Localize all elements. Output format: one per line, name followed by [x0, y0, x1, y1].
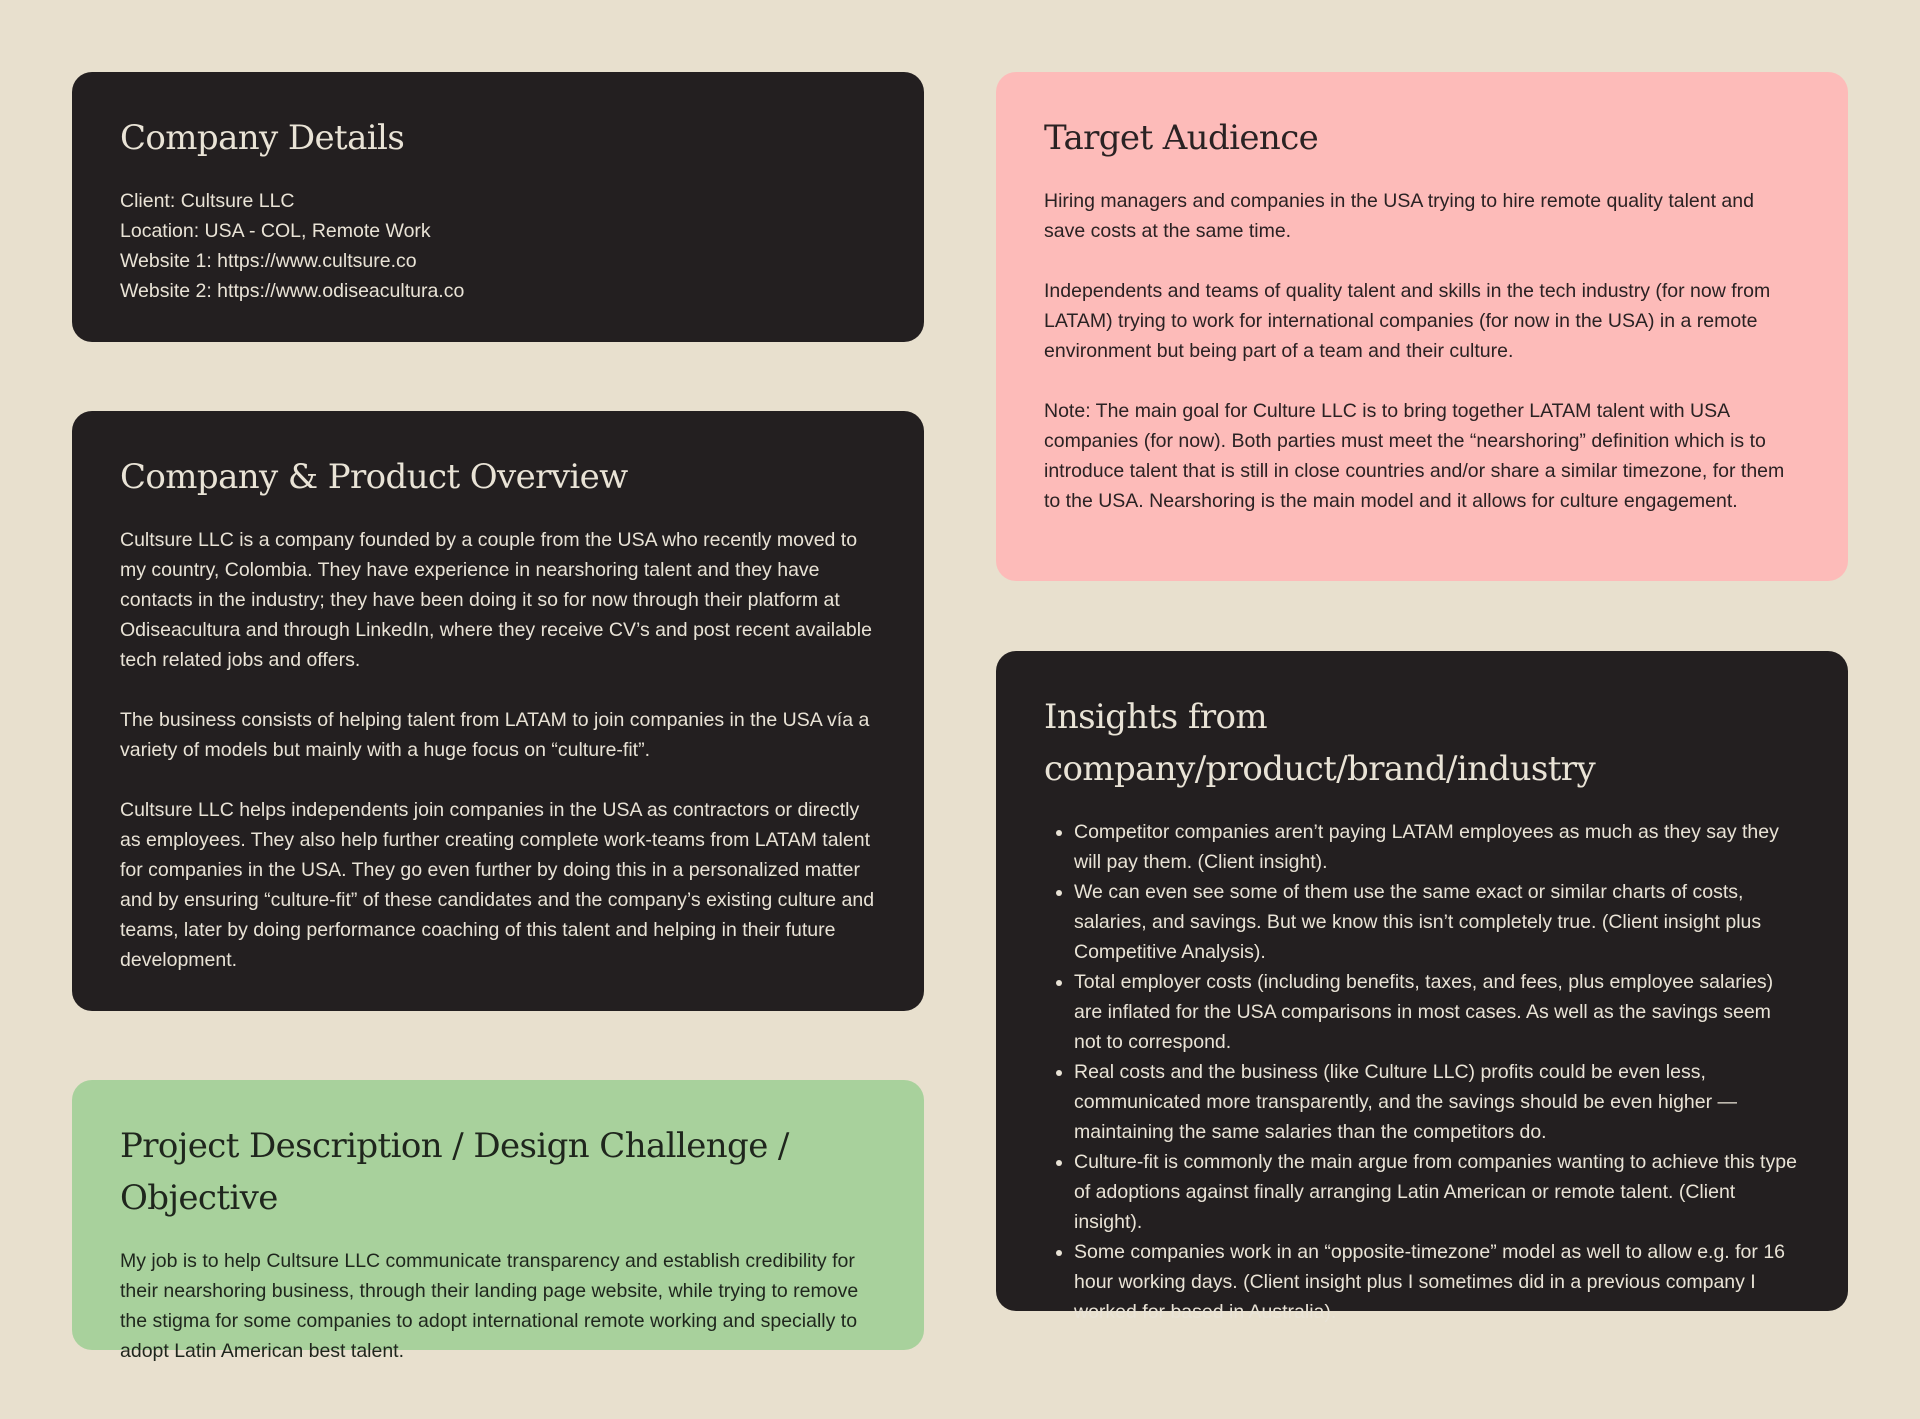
insight-item: • Total employer costs (including benefits, taxes, and fees, plus employee salaries) are inflated for the USA comparisons in most cases. As well as the savings seem not to correspond. — [1074, 967, 1800, 1057]
insight-item: • Some companies work in an “opposite-timezone” model as well to allow e.g. for 16 hour working days. (Client insight plus I sometimes did in a previous company I worked for based in Australia). — [1074, 1237, 1800, 1327]
website-1-line: Website 1: https://www.cultsure.co — [120, 250, 417, 272]
insights-title: Insights from company/product/brand/industry — [1044, 697, 1596, 789]
overview-paragraph: Cultsure LLC is a company founded by a couple from the USA who recently moved to my country, Colombia. They have experience in nearshoring talent and they have contacts in the industry; they have been doing it so for now through their platform at Odiseacultura and through LinkedIn, where they receive CV’s and post recent available tech related jobs and offers. — [120, 529, 872, 671]
project-title: Project Description / Design Challenge / Objective — [120, 1126, 789, 1218]
overview-paragraph: Cultsure LLC helps independents join companies in the USA as contractors or directly as employees. They also help further creating complete work-teams from LATAM talent for companies in the USA. They go even further by doing this in a personalized matter and by ensuring “culture-fit” of these candidates and the company’s existing culture and teams, later by doing performance coaching of this talent and helping in their future development. — [120, 799, 875, 971]
audience-paragraph: Independents and teams of quality talent and skills in the tech industry (for now from LATAM) trying to work for international companies (for now in the USA) in a remote environment but being part of a team and their culture. — [1044, 280, 1771, 362]
target-audience-card — [996, 72, 1848, 581]
company-details-card — [72, 72, 924, 342]
project-paragraph: My job is to help Cultsure LLC communicate transparency and establish credibility for their nearshoring business, through their landing page website, while trying to remove the stigma for some companies to adopt international remote working and specially to adopt Latin American best talent. — [120, 1250, 859, 1362]
insights-card — [996, 651, 1848, 1323]
overview-title: Company & Product Overview — [120, 457, 628, 497]
audience-title: Target Audience — [1044, 118, 1319, 158]
insights-list — [1044, 817, 1800, 1327]
company-details-title: Company Details — [120, 118, 405, 158]
client-line: Client: Cultsure LLC — [120, 190, 295, 212]
overview-card — [72, 411, 924, 1011]
location-line: Location: USA - COL, Remote Work — [120, 220, 431, 242]
audience-note: Note: The main goal for Culture LLC is to bring together LATAM talent with USA companies (for now). Both parties must meet the “nearshoring” definition which is to introduce talent that is still in close countries and/or share a similar timezone, for them to the USA. Nearshoring is the main model and it allows for culture engagement. — [1044, 400, 1785, 512]
company-details-list — [120, 186, 876, 306]
insight-item: • Culture-fit is commonly the main argue from companies wanting to achieve this type of adoptions against finally arranging Latin American or remote talent. (Client insight). — [1074, 1147, 1800, 1237]
website-2-line: Website 2: https://www.odiseacultura.co — [120, 280, 465, 302]
overview-paragraph: The business consists of helping talent from LATAM to join companies in the USA vía a variety of models but mainly with a huge focus on “culture-fit”. — [120, 709, 870, 761]
project-description-card — [72, 1080, 924, 1362]
audience-paragraph: Hiring managers and companies in the USA trying to hire remote quality talent and save costs at the same time. — [1044, 190, 1754, 242]
insight-item: • We can even see some of them use the same exact or similar charts of costs, salaries, and savings. But we know this isn’t completely true. (Client insight plus Competitive Analysis). — [1074, 877, 1800, 967]
insight-item: • Competitor companies aren’t paying LATAM employees as much as they say they will pay them. (Client insight). — [1074, 817, 1800, 877]
insight-item: • Real costs and the business (like Culture LLC) profits could be even less, communicated more transparently, and the savings should be even higher —maintaining the same salaries than the competitors do. — [1074, 1057, 1800, 1147]
